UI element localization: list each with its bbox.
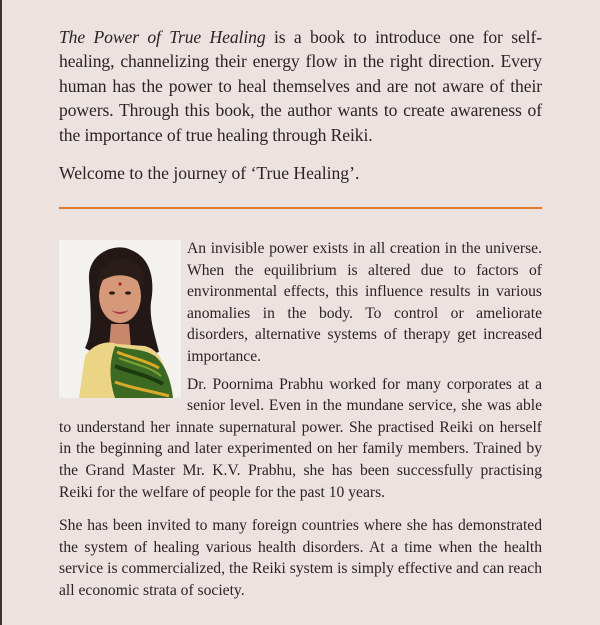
intro-body: is a book to introduce one for self-healing, channelizing their energy flow in the right direction. Every human has the power to heal themselves and are not aware of their powers. Through this book, the author wants to create awareness of the importance of true healing through Reiki. bbox=[59, 27, 542, 145]
bio-paragraph-2: Dr. Poornima Prabhu worked for many corporates at a senior level. Even in the mundane service, she was able to understand her innate supernatural power. She practised Reiki on herself in the beginning and later experimented on her family members. Trained by the Grand Master Mr. K.V. Prabhu, she has been successfully practising Reiki for the welfare of people for the past 10 years. bbox=[59, 375, 542, 501]
section-divider bbox=[59, 207, 542, 209]
author-portrait-icon bbox=[59, 240, 181, 398]
welcome-line: Welcome to the journey of ‘True Healing’. bbox=[59, 163, 360, 184]
author-bio-section bbox=[59, 238, 542, 602]
intro-section bbox=[59, 25, 542, 185]
bio-paragraph-1: An invisible power exists in all creation in the universe. When the equilibrium is altered due to factors of environmental effects, this influence results in various anomalies in the body. To control or ameliorate disorders, alternative systems of therapy get increased importance. bbox=[187, 240, 542, 365]
intro-paragraph bbox=[59, 25, 542, 147]
page-edge bbox=[0, 0, 2, 625]
bio-paragraph-3: She has been invited to many foreign countries where she has demonstrated the system of healing various health disorders. At a time when the health service is commercialized, the Reiki system is simply effective and can reach all economic strata of society. bbox=[59, 517, 542, 599]
book-title: The Power of True Healing bbox=[59, 27, 266, 47]
